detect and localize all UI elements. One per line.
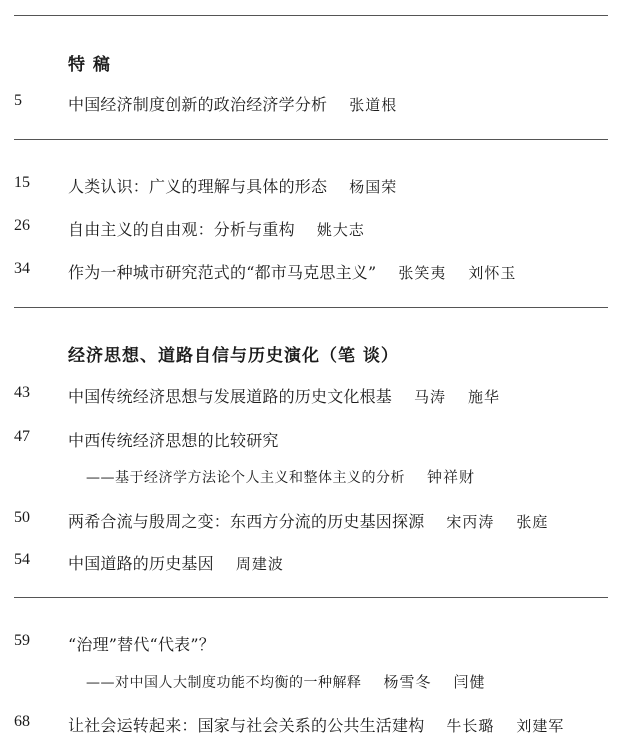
author: 施华 (468, 388, 501, 406)
page-number: 50 (14, 509, 30, 526)
toc-entry[interactable] (0, 260, 627, 284)
toc-subtitle[interactable] (86, 671, 486, 693)
toc-entry[interactable] (0, 428, 627, 452)
article-title: 中西传统经济思想的比较研究 (68, 431, 279, 450)
article-subtitle: ——基于经济学方法论个人主义和整体主义的分析 (86, 470, 405, 486)
page-number: 43 (14, 384, 30, 401)
article-title: 让社会运转起来：国家与社会关系的公共生活建构 (68, 716, 425, 735)
author: 杨国荣 (349, 178, 398, 196)
toc-entry[interactable] (0, 174, 627, 198)
page-number: 15 (14, 174, 30, 191)
article-title: 人类认识：广义的理解与具体的形态 (68, 177, 328, 196)
article-subtitle: ——对中国人大制度功能不均衡的一种解释 (86, 675, 362, 691)
author: 张庭 (516, 513, 549, 531)
toc-entry[interactable] (0, 632, 627, 656)
author: 刘建军 (516, 717, 565, 735)
article-title: 中国经济制度创新的政治经济学分析 (68, 95, 328, 114)
section-divider (14, 139, 608, 140)
page-number: 59 (14, 632, 30, 649)
article-title: 中国道路的历史基因 (68, 554, 214, 573)
article-title: “治理”替代“代表”？ (68, 635, 215, 654)
page-number: 5 (14, 92, 22, 109)
article-title: 作为一种城市研究范式的“都市马克思主义” (68, 263, 377, 282)
page-number: 47 (14, 428, 30, 445)
author: 周建波 (235, 555, 284, 573)
toc-entry[interactable] (0, 217, 627, 241)
author: 刘怀玉 (468, 264, 517, 282)
section-divider (14, 15, 608, 16)
author: 马涛 (414, 388, 447, 406)
section-divider (14, 307, 608, 308)
page-number: 68 (14, 713, 30, 730)
author: 宋丙涛 (446, 513, 495, 531)
section-heading: 经济思想、道路自信与历史演化（笔 谈） (68, 346, 399, 366)
page-number: 54 (14, 551, 30, 568)
article-title: 中国传统经济思想与发展道路的历史文化根基 (68, 387, 393, 406)
section-divider (14, 597, 608, 598)
author: 杨雪冬 (383, 673, 432, 691)
page-number: 26 (14, 217, 30, 234)
toc-entry[interactable] (0, 551, 627, 575)
article-title: 自由主义的自由观：分析与重构 (68, 220, 295, 239)
author: 钟祥财 (427, 468, 476, 486)
toc-subtitle[interactable] (86, 466, 475, 488)
author: 牛长璐 (446, 717, 495, 735)
page-number: 34 (14, 260, 30, 277)
author: 张道根 (349, 96, 398, 114)
toc-entry[interactable] (0, 509, 627, 533)
section-heading: 特 稿 (68, 55, 111, 75)
toc-entry[interactable] (0, 384, 627, 408)
toc-entry[interactable] (0, 92, 627, 116)
author: 闫健 (453, 673, 486, 691)
article-title: 两希合流与殷周之变：东西方分流的历史基因探源 (68, 512, 425, 531)
author: 张笑夷 (398, 264, 447, 282)
toc-entry[interactable] (0, 713, 627, 737)
author: 姚大志 (316, 221, 365, 239)
